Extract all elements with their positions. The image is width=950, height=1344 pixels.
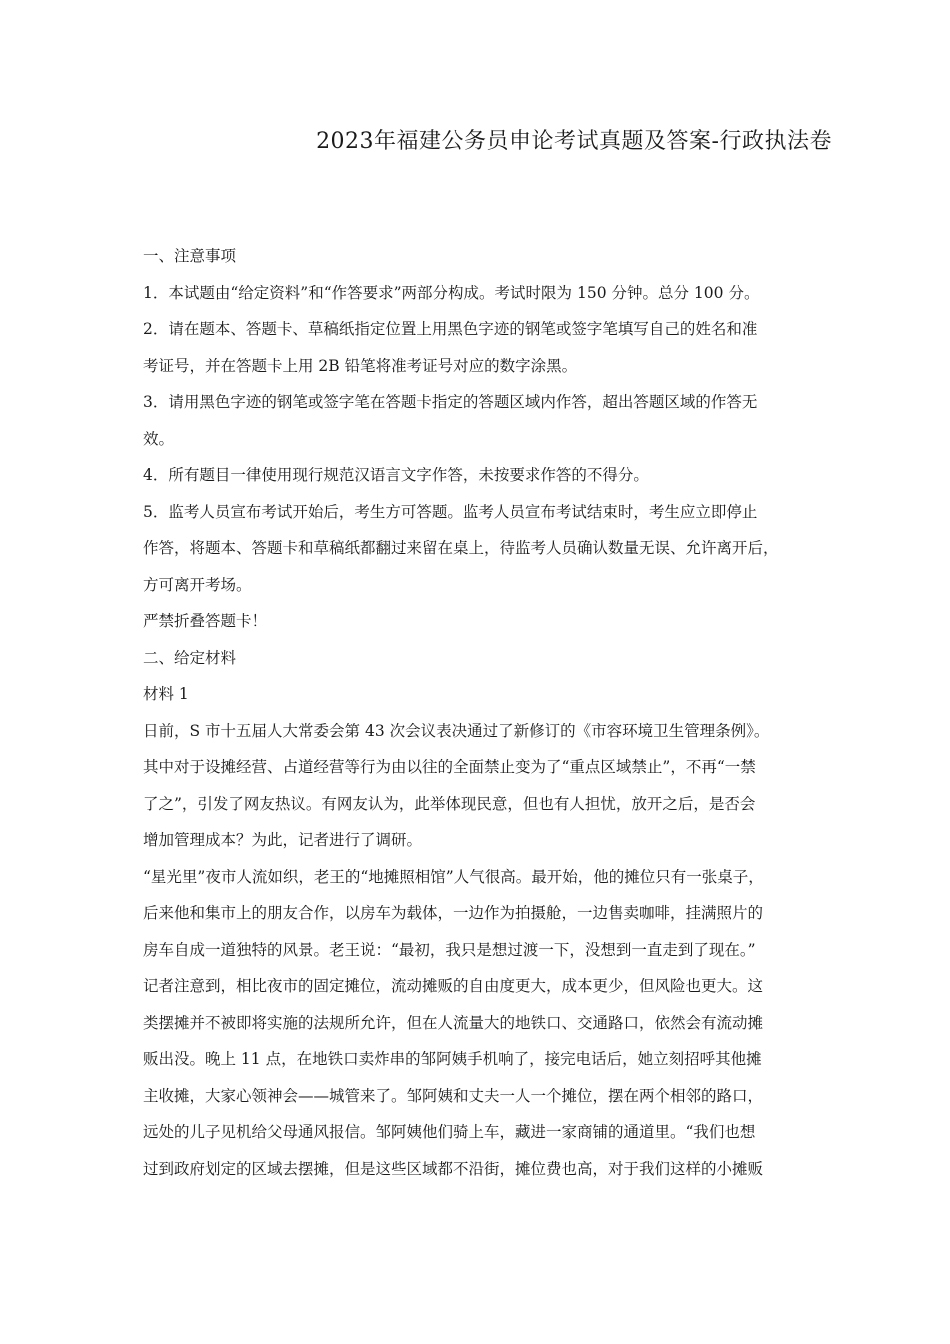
notes-warning: 严禁折叠答题卡！ (143, 612, 268, 630)
notes-item-5: 5．监考人员宣布考试开始后，考生方可答题。监考人员宣布考试结束时，考生应立即停止 (143, 502, 758, 521)
section-heading-notes: 一、注意事项 (143, 247, 237, 265)
notes-item-3-cont: 效。 (143, 429, 175, 448)
material-paragraph-line: 记者注意到，相比夜市的固定摊位，流动摊贩的自由度更大，成本更少，但风险也更大。这 (143, 977, 764, 995)
document-body (143, 244, 863, 1193)
section-heading-materials: 二、给定材料 (143, 648, 237, 667)
material-heading: 材料 1 (143, 685, 189, 703)
material-paragraph-line: 日前，S 市十五届人大常委会第 43 次会议表决通过了新修订的《市容环境卫生管理条例》。 (143, 721, 770, 740)
material-paragraph-line: 其中对于设摊经营、占道经营等行为由以往的全面禁止变为了“重点区域禁止”，不再“一禁 (143, 758, 756, 776)
material-paragraph-line: 类摆摊并不被即将实施的法规所允许，但在人流量大的地铁口、交通路口，依然会有流动摊 (143, 1013, 764, 1032)
material-paragraph-line: 增加管理成本？为此，记者进行了调研。 (143, 831, 423, 849)
material-paragraph-line: 房车自成一道独特的风景。老王说：“最初，我只是想过渡一下，没想到一直走到了现在。” (143, 940, 756, 959)
material-paragraph-line: 远处的儿子见机给父母通风报信。邹阿姨他们骑上车，藏进一家商铺的通道里。“我们也想 (143, 1123, 756, 1141)
material-paragraph-line: 过到政府划定的区域去摆摊，但是这些区域都不沿街，摊位费也高，对于我们这样的小摊贩 (143, 1159, 764, 1178)
notes-item-5-cont: 方可离开考场。 (143, 575, 252, 594)
notes-item-2-cont: 考证号，并在答题卡上用 2B 铅笔将准考证号对应的数字涂黑。 (143, 356, 578, 375)
notes-item-5-cont: 作答，将题本、答题卡和草稿纸都翻过来留在桌上，待监考人员确认数量无误、允许离开后， (143, 539, 779, 557)
material-paragraph-line: 后来他和集市上的朋友合作，以房车为载体，一边作为拍摄舱，一边售卖咖啡，挂满照片的 (143, 904, 764, 922)
material-paragraph-line: 了之”，引发了网友热议。有网友认为，此举体现民意，但也有人担忧，放开之后，是否会 (143, 794, 756, 813)
material-paragraph-line: 主收摊，大家心领神会——城管来了。邹阿姨和丈夫一人一个摊位，摆在两个相邻的路口， (143, 1086, 764, 1105)
notes-item-4: 4．所有题目一律使用现行规范汉语言文字作答，未按要求作答的不得分。 (143, 466, 649, 484)
notes-item-1: 1．本试题由“给定资料”和“作答要求”两部分构成。考试时限为 150 分钟。总分 100 分。 (143, 283, 760, 302)
material-paragraph-line: 贩出没。晚上 11 点，在地铁口卖炸串的邹阿姨手机响了，接完电话后，她立刻招呼其他摊 (143, 1050, 762, 1068)
notes-item-3: 3．请用黑色字迹的钢笔或签字笔在答题卡指定的答题区域内作答，超出答题区域的作答无 (143, 393, 758, 411)
material-paragraph-line: “星光里”夜市人流如织，老王的“地摊照相馆”人气很高。最开始，他的摊位只有一张桌子， (143, 867, 764, 886)
notes-item-2: 2．请在题本、答题卡、草稿纸指定位置上用黑色字迹的钢笔或签字笔填写自己的姓名和准 (143, 320, 758, 338)
document-title: 2023年福建公务员申论考试真题及答案-行政执法卷 (316, 129, 832, 154)
